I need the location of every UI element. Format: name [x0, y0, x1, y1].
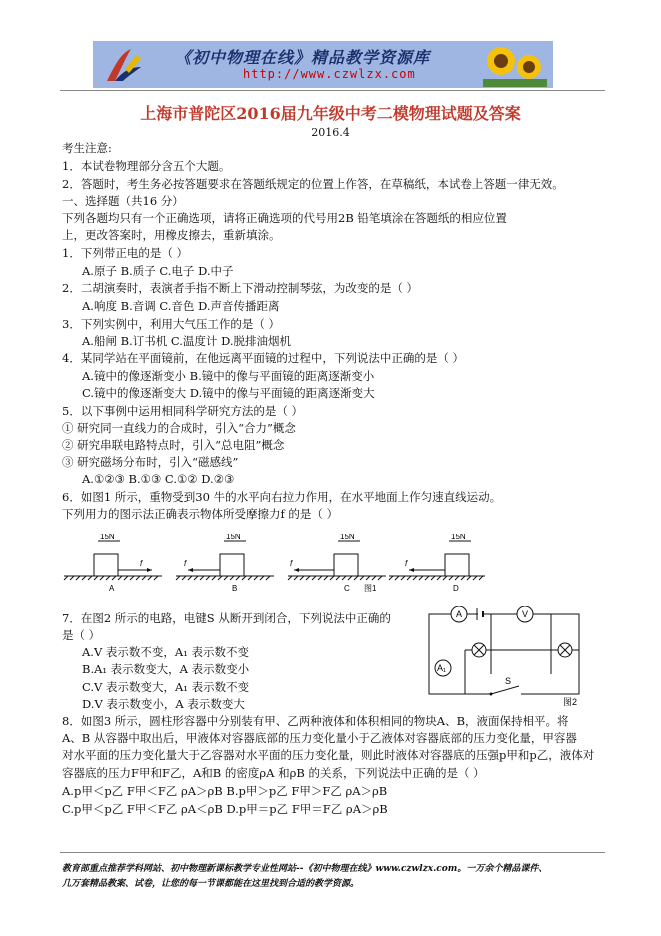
- question-stem: 对水平面的压力变化量大于乙容器对水平面的压力变化量，则此时液体对容器底的压强p甲和p乙，液体对: [62, 748, 595, 762]
- panel-label: A: [109, 584, 115, 593]
- question-options: A.响度 B.音调 C.音色 D.声音传播距离: [82, 299, 280, 313]
- figure-1-panel-a: [64, 534, 162, 593]
- question-stem: 3．下列实例中，利用大气压工作的是（ ）: [62, 317, 280, 331]
- ammeter-label: A: [456, 609, 463, 619]
- header-banner: [93, 41, 553, 88]
- question-option: C.V 表示数变大，A₁ 表示数不变: [82, 680, 250, 694]
- ammeter-a1-label: A₁: [437, 663, 447, 673]
- sunflower-icon: [483, 43, 547, 87]
- panel-label: C: [344, 584, 350, 593]
- banner-title: 《初中物理在线》精品教学资源库: [175, 48, 431, 67]
- question-options: A.p甲＜p乙 F甲＜F乙 ρA＞ρB B.p甲＞p乙 F甲＞F乙 ρA＞ρB: [62, 784, 388, 798]
- section-heading: 一、选择题（共16 分）: [62, 194, 184, 208]
- friction-label: f: [405, 559, 408, 568]
- force-label: 15N: [451, 534, 466, 541]
- question-option: B.A₁ 表示数变大，A 表示数变小: [82, 662, 250, 676]
- site-logo-icon: [101, 45, 145, 85]
- question-stem: 下列用力的图示法正确表示物体所受摩擦力f 的是（ ）: [62, 507, 339, 521]
- list-item: ② 研究串联电路特点时，引入“总电阻”概念: [62, 438, 285, 452]
- question-options: A.镜中的像逐渐变小 B.镜中的像与平面镜的距离逐渐变小: [82, 369, 375, 383]
- question-stem: 1．下列带正电的是（ ）: [62, 246, 188, 260]
- question-options: A.①②③ B.①③ C.①② D.②③: [82, 472, 235, 486]
- figure-caption: 图1: [364, 584, 377, 593]
- question-options: A.原子 B.质子 C.电子 D.中子: [82, 264, 234, 278]
- footer-line: 教育部重点推荐学科网站、初中物理新课标教学专业性网站--《初中物理在线》www.czwlzx.com。一万余个精品课件、: [62, 864, 548, 874]
- question-options: A.船闸 B.订书机 C.温度计 D.脱排油烟机: [82, 334, 292, 348]
- figure-1-panel-b: [176, 534, 274, 593]
- document-title: 上海市普陀区2016届九年级中考二模物理试题及答案: [140, 104, 521, 123]
- footer-line: 几万套精品教案、试卷，让您的每一节课都能在这里找到合适的教学资源。: [62, 879, 360, 889]
- question-stem: A、B 从容器中取出后，甲液体对容器底部的压力变化量小于乙液体对容器底部的压力变化量，甲容器: [62, 731, 577, 745]
- question-stem: 8．如图3 所示，圆柱形容器中分别装有甲、乙两种液体和体积相同的物块A、B，液面保持相平。将: [62, 714, 569, 728]
- document-date: 2016.4: [311, 126, 350, 139]
- figure-1-panel-d: [389, 534, 485, 593]
- question-stem: 容器底的压力F甲和F乙，A和B 的密度ρA 和ρB 的关系，下列说法中正确的是（ ）: [62, 766, 485, 780]
- question-stem: 5．以下事例中运用相同科学研究方法的是（ ）: [62, 404, 303, 418]
- question-option: D.V 表示数变小，A 表示数变大: [82, 697, 245, 711]
- list-item: ③ 研究磁场分布时，引入“磁感线”: [62, 455, 239, 469]
- figure-1-panel-c: [288, 534, 386, 593]
- banner-url[interactable]: http://www.czwlzx.com: [243, 67, 416, 81]
- section-instruction: 下列各题均只有一个正确选项，请将正确选项的代号用2B 铅笔填涂在答题纸的相应位置: [62, 211, 507, 225]
- friction-label: f: [184, 559, 187, 568]
- question-stem: 2．二胡演奏时，表演者手指不断上下滑动控制琴弦，为改变的是（ ）: [62, 281, 418, 295]
- question-stem: 是（ ）: [62, 628, 101, 642]
- note-item: 1．本试卷物理部分含五个大题。: [62, 159, 231, 173]
- voltmeter-label: V: [522, 609, 529, 619]
- figure-caption: 图2: [563, 697, 578, 706]
- note-item: 2．答题时，考生务必按答题要求在答题纸规定的位置上作答，在草稿纸，本试卷上答题一律无效。: [62, 177, 564, 191]
- question-option: A.V 表示数不变，A₁ 表示数不变: [82, 645, 249, 659]
- figure-2-circuit: [425, 606, 585, 706]
- force-label: 15N: [100, 534, 115, 541]
- question-options: C.镜中的像逐渐变大 D.镜中的像与平面镜的距离逐渐变大: [82, 386, 375, 400]
- question-options: C.p甲＜p乙 F甲＜F乙 ρA＜ρB D.p甲＝p乙 F甲＝F乙 ρA＞ρB: [62, 802, 388, 816]
- force-label: 15N: [340, 534, 355, 541]
- notes-heading: 考生注意:: [62, 141, 112, 155]
- friction-label: f: [140, 559, 143, 568]
- switch-label: S: [505, 676, 512, 686]
- panel-label: B: [232, 584, 238, 593]
- banner-divider: [60, 90, 605, 91]
- force-label: 15N: [226, 534, 241, 541]
- figure-1: [62, 534, 487, 594]
- question-stem: 4．某同学站在平面镜前，在他远离平面镜的过程中，下列说法中正确的是（ ）: [62, 351, 464, 365]
- footer-divider: [60, 852, 605, 853]
- list-item: ① 研究同一直线力的合成时，引入“合力”概念: [62, 421, 296, 435]
- panel-label: D: [453, 584, 459, 593]
- question-stem: 6．如图1 所示，重物受到30 牛的水平向右拉力作用，在水平地面上作匀速直线运动。: [62, 490, 502, 504]
- question-stem: 7．在图2 所示的电路，电键S 从断开到闭合，下列说法中正确的: [62, 611, 391, 625]
- section-instruction: 上，更改答案时，用橡皮擦去，重新填涂。: [62, 228, 281, 242]
- friction-label: f: [290, 559, 293, 568]
